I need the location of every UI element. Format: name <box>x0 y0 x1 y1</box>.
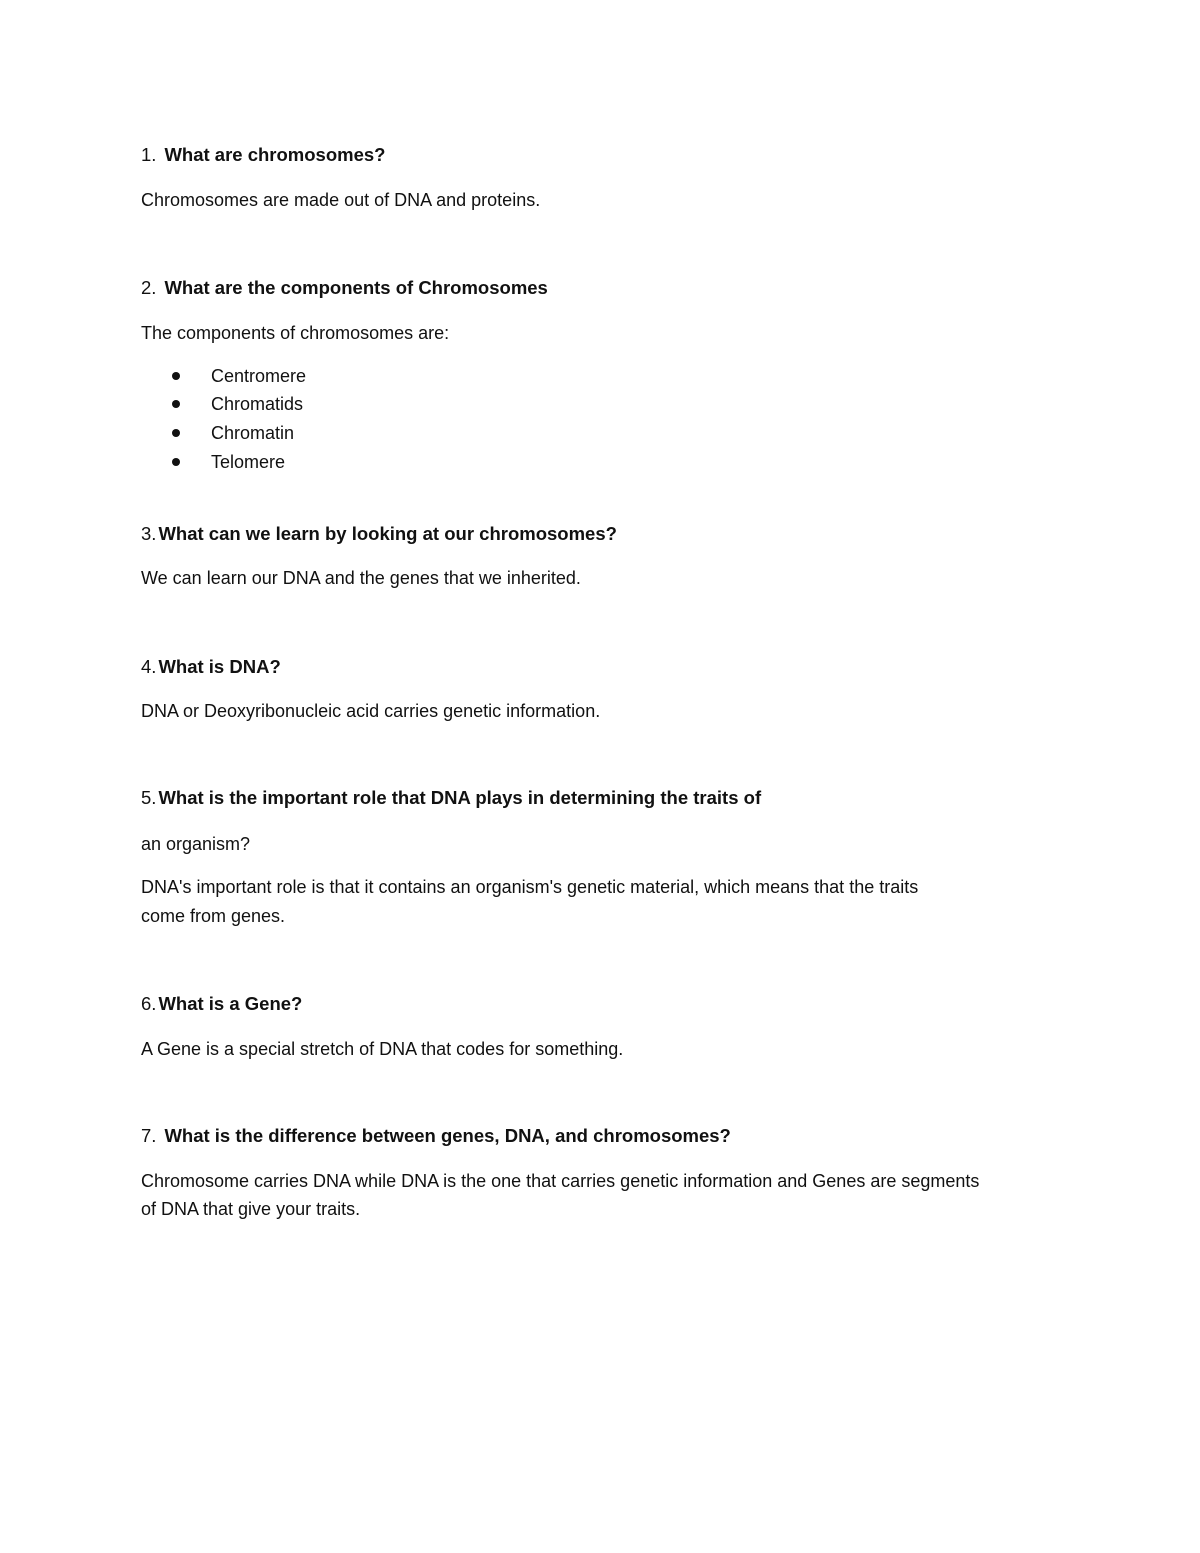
bullet-icon <box>172 429 180 437</box>
question-title: What is the difference between genes, DNA, and chromosomes? <box>164 1125 731 1146</box>
question-title: What are chromosomes? <box>164 144 386 165</box>
question-number: 4. <box>141 656 157 677</box>
answer-2-line-1: The components of chromosomes are: <box>141 323 450 343</box>
answer-3-line-1: We can learn our DNA and the genes that we inherited. <box>141 568 581 588</box>
question-title: What can we learn by looking at our chromosomes? <box>158 523 617 544</box>
answer-7-line-1: Chromosome carries DNA while DNA is the one that carries genetic information and Genes are segments <box>141 1171 980 1191</box>
question-5-heading <box>141 787 761 809</box>
question-title: What are the components of Chromosomes <box>164 277 548 298</box>
answer-6-line-1: A Gene is a special stretch of DNA that codes for something. <box>141 1039 624 1059</box>
question-5-continuation: an organism? <box>141 834 251 854</box>
answer-5-line-1: DNA's important role is that it contains an organism's genetic material, which means that the traits <box>141 877 919 897</box>
bullet-icon <box>172 400 180 408</box>
question-number: 3. <box>141 523 157 544</box>
question-title: What is DNA? <box>158 656 281 677</box>
question-1-heading <box>141 144 385 166</box>
list-item-label: Chromatin <box>211 423 295 443</box>
list-item-label: Centromere <box>211 366 307 386</box>
question-title: What is the important role that DNA plays in determining the traits of <box>158 787 762 808</box>
question-3-heading <box>141 523 617 545</box>
answer-1-line-1: Chromosomes are made out of DNA and proteins. <box>141 190 541 210</box>
answer-4-line-1: DNA or Deoxyribonucleic acid carries genetic information. <box>141 701 601 721</box>
question-number: 6. <box>141 993 157 1014</box>
bullet-icon <box>172 458 180 466</box>
question-number: 7. <box>141 1125 157 1146</box>
question-2-heading <box>141 277 548 299</box>
question-number: 1. <box>141 144 157 165</box>
question-number: 2. <box>141 277 157 298</box>
question-6-heading <box>141 993 302 1015</box>
answer-7-line-2: of DNA that give your traits. <box>141 1199 361 1219</box>
question-7-heading <box>141 1125 731 1147</box>
list-item-label: Telomere <box>211 452 286 472</box>
answer-5-line-2: come from genes. <box>141 906 286 926</box>
bullet-icon <box>172 372 180 380</box>
question-title: What is a Gene? <box>158 993 303 1014</box>
question-number: 5. <box>141 787 157 808</box>
list-item-label: Chromatids <box>211 394 304 414</box>
question-4-heading <box>141 656 281 678</box>
